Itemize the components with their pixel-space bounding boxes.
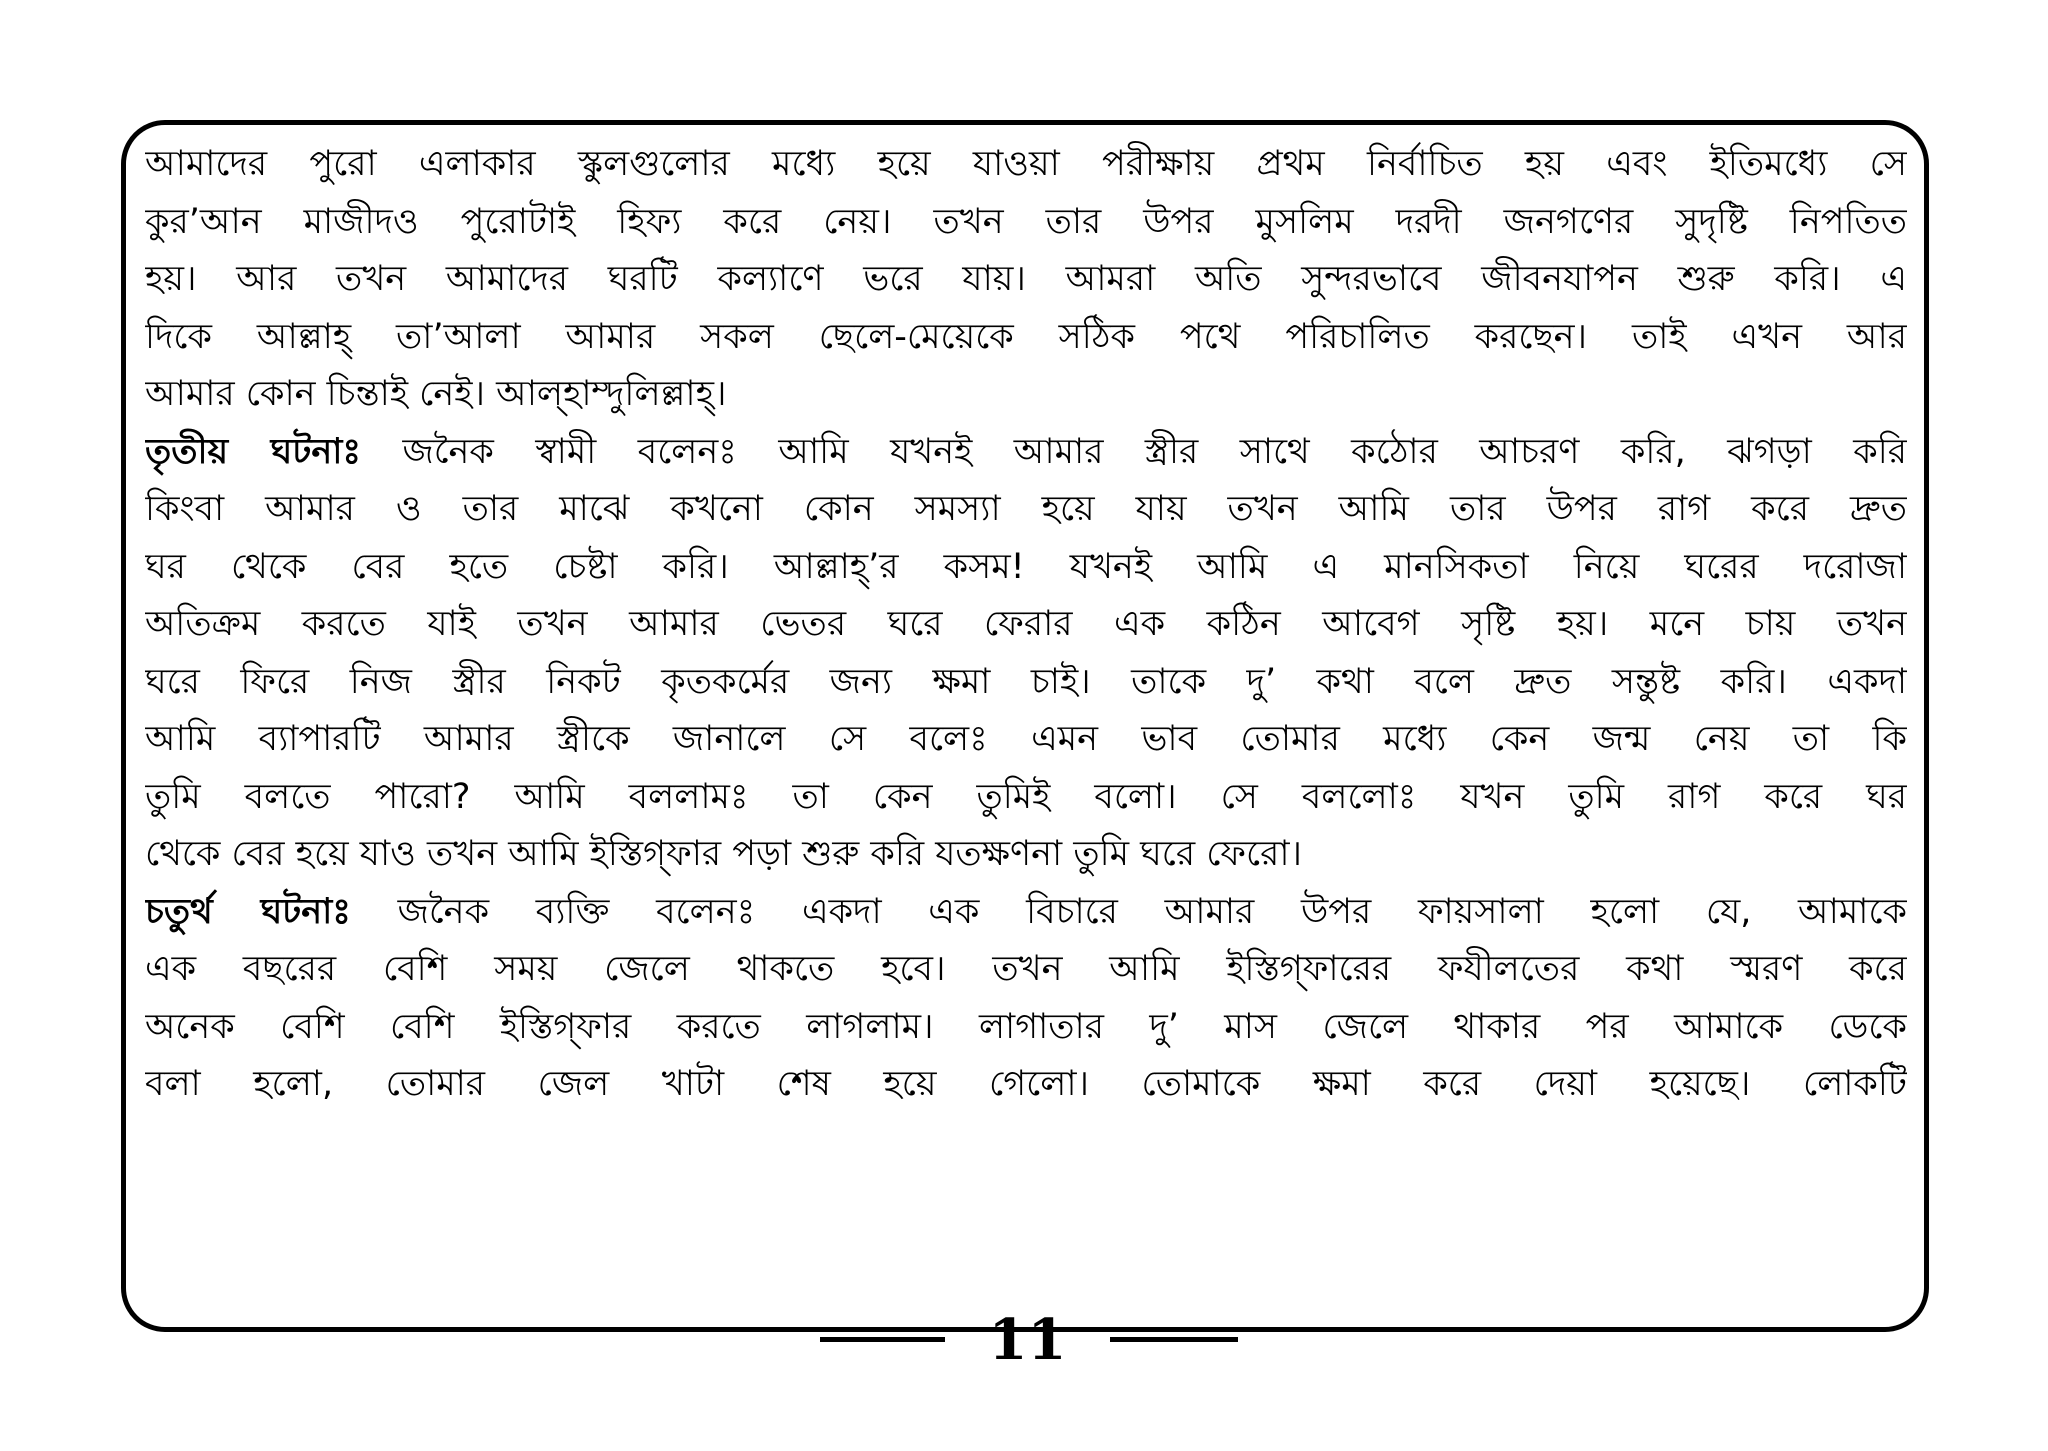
footer-rule-right — [1110, 1337, 1238, 1342]
third-incident-first-line-text: জনৈক স্বামী বলেনঃ আমি যখনই আমার স্ত্রীর সাথে কঠোর আচরণ করি, ঝগড়া করি — [361, 431, 1907, 472]
fourth-incident-heading: চতুর্থ ঘটনাঃ — [145, 891, 351, 932]
text-line: হয়। আর তখন আমাদের ঘরটি কল্যাণে ভরে যায়। আমরা অতি সুন্দরভাবে জীবনযাপন শুরু করি। এ — [145, 259, 1907, 299]
text-line: থেকে বের হয়ে যাও তখন আমি ইস্তিগ্ফার পড়া শুরু করি যতক্ষণনা তুমি ঘরে ফেরো। — [145, 834, 1302, 874]
fourth-incident-first-line — [145, 884, 1907, 942]
text-line: আমি ব্যাপারটি আমার স্ত্রীকে জানালে সে বলেঃ এমন ভাব তোমার মধ্যে কেন জন্ম নেয় তা কি — [145, 719, 1907, 759]
text-line: কুর’আন মাজীদও পুরোটাই হিফ্য করে নেয়। তখন তার উপর মুসলিম দরদী জনগণের সুদৃষ্টি নিপতিত — [145, 201, 1907, 242]
body-text — [145, 136, 1907, 1114]
text-line: কিংবা আমার ও তার মাঝে কখনো কোন সমস্যা হয়ে যায় তখন আমি তার উপর রাগ করে দ্রুত — [145, 489, 1907, 529]
text-line: আমাদের পুরো এলাকার স্কুলগুলোর মধ্যে হয়ে যাওয়া পরীক্ষায় প্রথম নির্বাচিত হয় এবং ইতিমধ্যে সে — [145, 144, 1907, 184]
text-line: দিকে আল্লাহ্ তা’আলা আমার সকল ছেলে-মেয়েকে সঠিক পথে পরিচালিত করছেন। তাই এখন আর — [145, 316, 1907, 357]
page-number: 11 — [988, 1307, 1067, 1373]
text-line: অনেক বেশি বেশি ইস্তিগ্ফার করতে লাগলাম। লাগাতার দু’ মাস জেলে থাকার পর আমাকে ডেকে — [145, 1006, 1907, 1047]
third-incident-first-line — [145, 424, 1907, 482]
text-line: এক বছরের বেশি সময় জেলে থাকতে হবে। তখন আমি ইস্তিগ্ফারের ফযীলতের কথা স্মরণ করে — [145, 949, 1907, 989]
text-line: ঘরে ফিরে নিজ স্ত্রীর নিকট কৃতকর্মের জন্য ক্ষমা চাই। তাকে দু’ কথা বলে দ্রুত সন্তুষ্ট করি। একদা — [145, 661, 1907, 702]
text-line: বলা হলো, তোমার জেল খাটা শেষ হয়ে গেলো। তোমাকে ক্ষমা করে দেয়া হয়েছে। লোকটি — [145, 1064, 1907, 1104]
text-line: অতিক্রম করতে যাই তখন আমার ভেতর ঘরে ফেরার এক কঠিন আবেগ সৃষ্টি হয়। মনে চায় তখন — [145, 604, 1907, 644]
text-line: ঘর থেকে বের হতে চেষ্টা করি। আল্লাহ্’র কসম! যখনই আমি এ মানসিকতা নিয়ে ঘরের দরোজা — [145, 546, 1907, 587]
text-line: তুমি বলতে পারো? আমি বললামঃ তা কেন তুমিই বলো। সে বললোঃ যখন তুমি রাগ করে ঘর — [145, 776, 1907, 817]
third-incident-heading: তৃতীয় ঘটনাঃ — [145, 431, 362, 472]
text-line: আমার কোন চিন্তাই নেই। আল্হাম্দুলিল্লাহ্। — [145, 374, 727, 414]
footer-rule-left — [820, 1337, 945, 1342]
fourth-incident-first-line-text: জনৈক ব্যক্তি বলেনঃ একদা এক বিচারে আমার উপর ফায়সালা হলো যে, আমাকে — [350, 891, 1907, 932]
